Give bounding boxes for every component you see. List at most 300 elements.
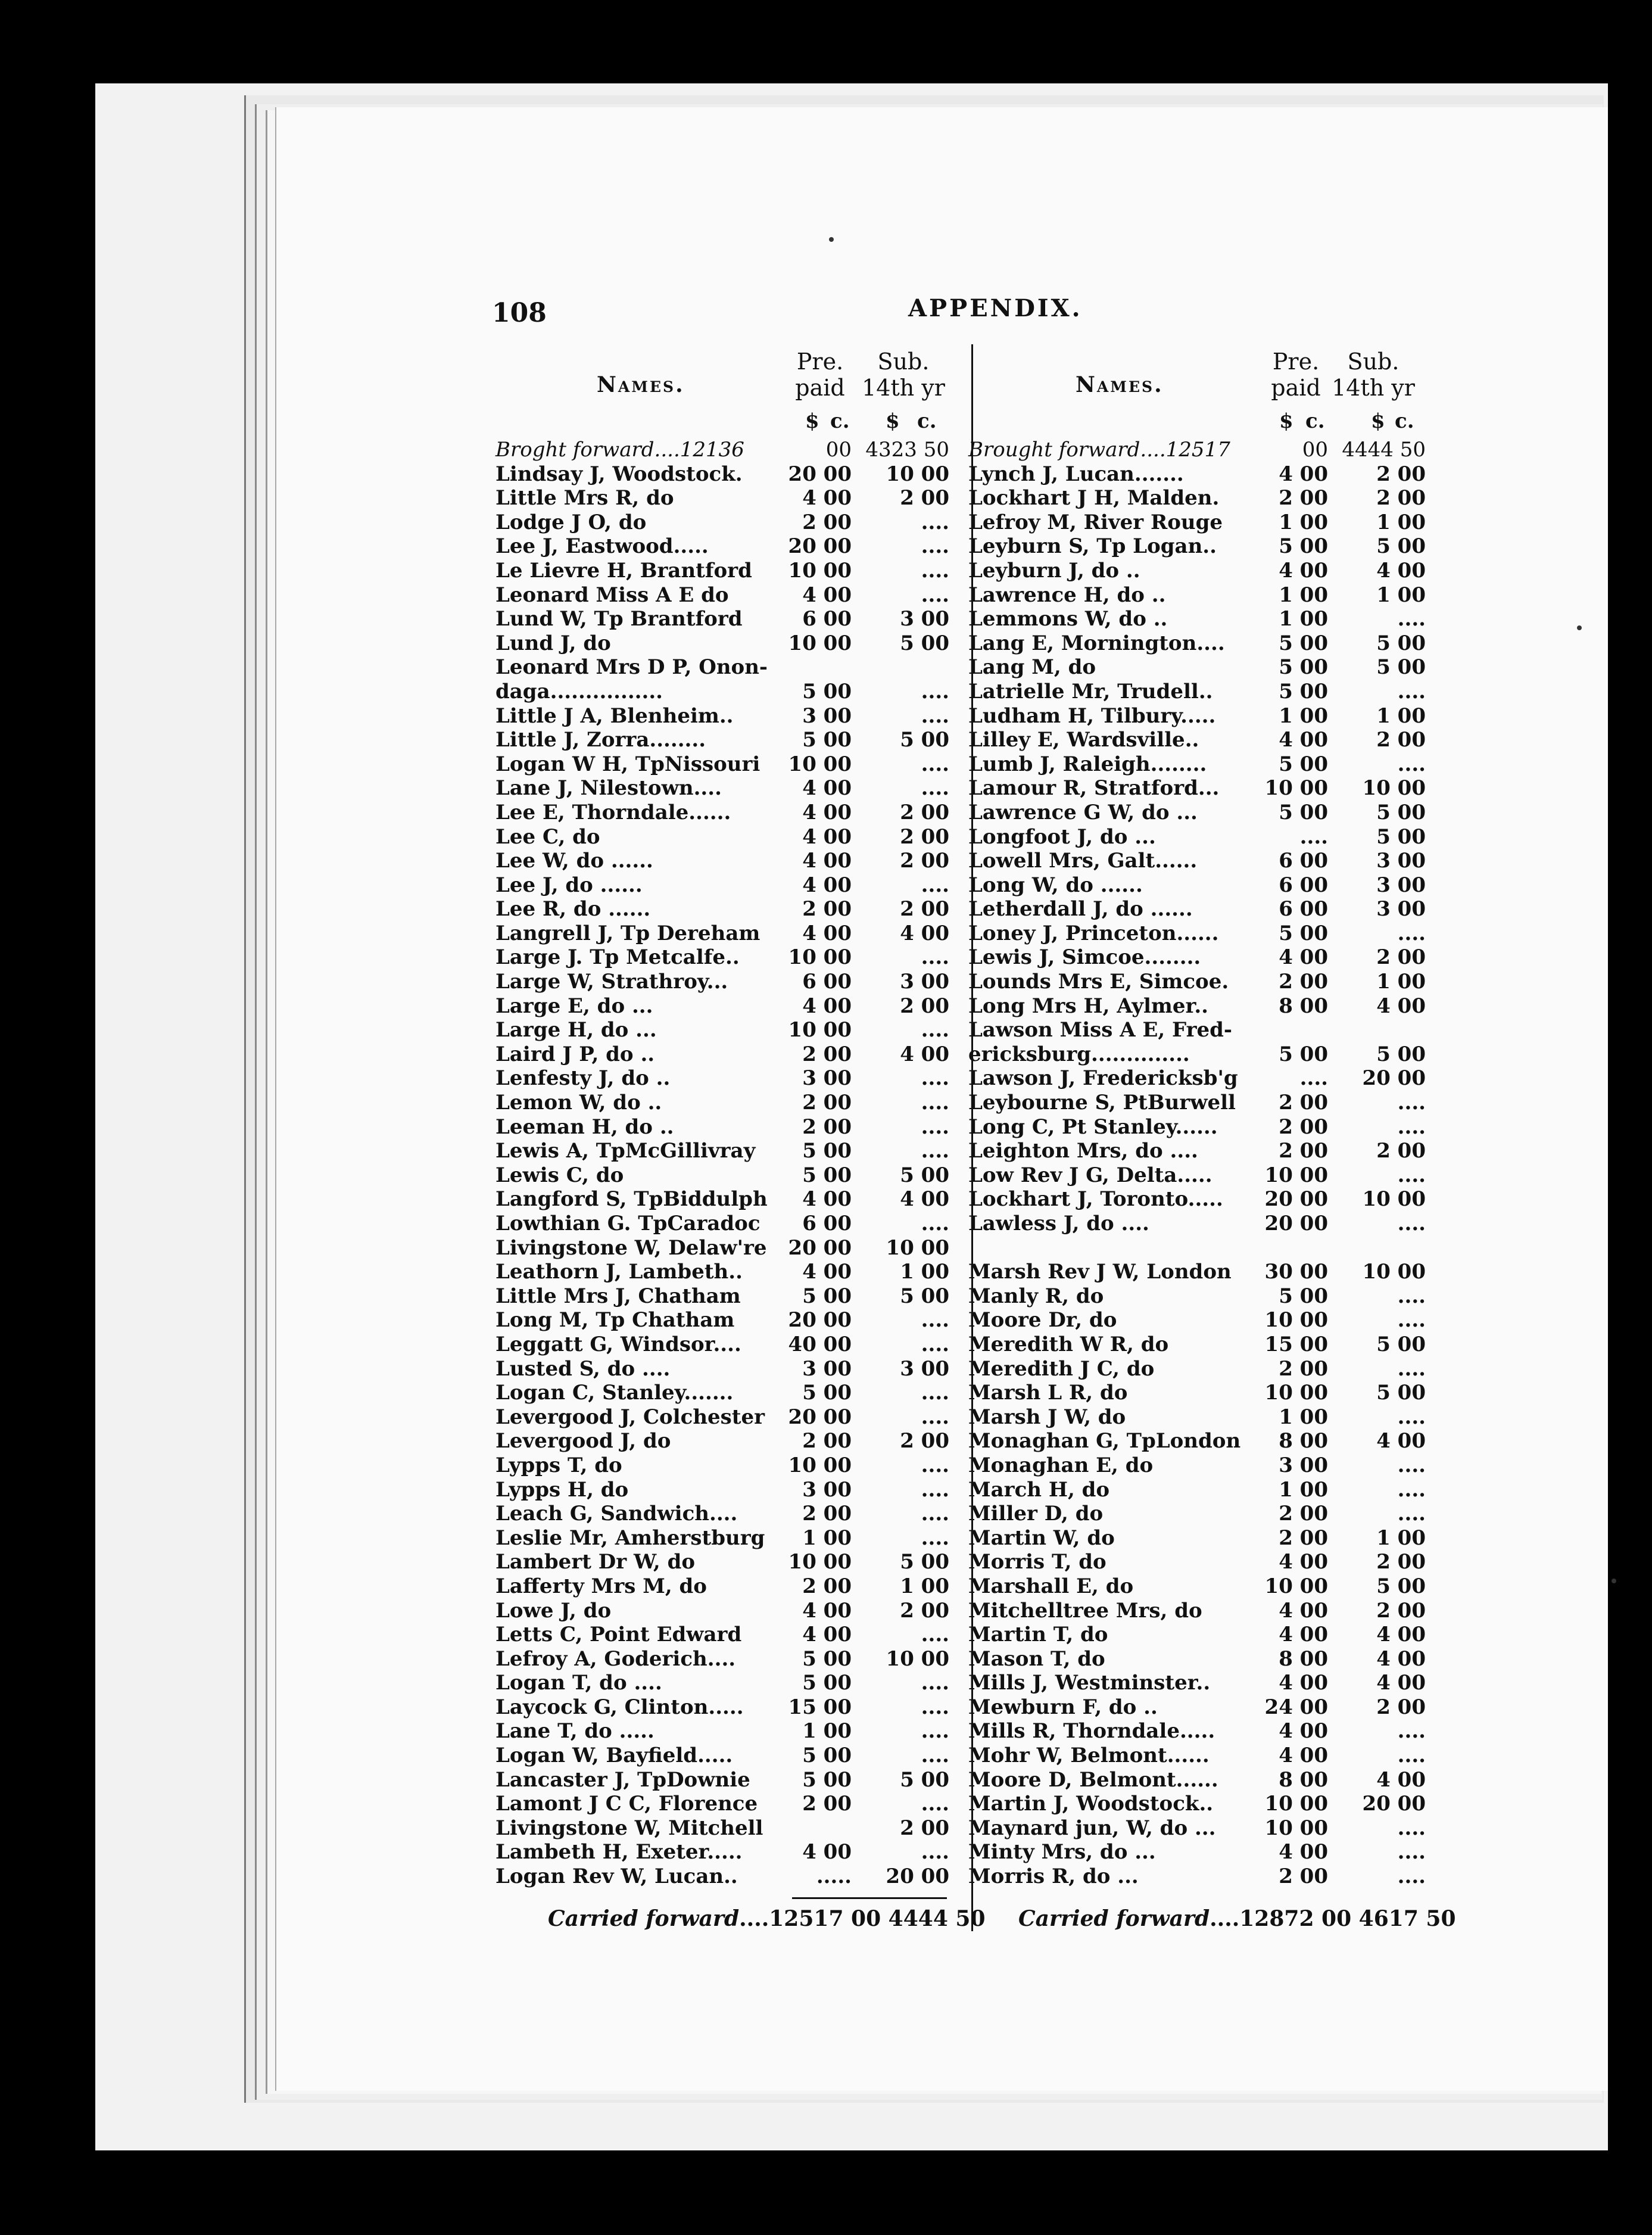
subscriber-name: Mills J, Westminster..: [968, 1671, 1211, 1695]
subscriber-name: Lambeth H, Exeter.....: [495, 1840, 743, 1864]
prepaid-amount: 10 00: [788, 1018, 852, 1042]
table-row: [968, 1453, 1475, 1478]
subscriber-name: Long M, Tp Chatham: [495, 1308, 735, 1333]
subscriber-name: Laird J P, do ..: [495, 1042, 655, 1066]
prepaid-amount: 20 00: [1264, 1212, 1328, 1235]
subscription-amount: ....: [1397, 1816, 1426, 1840]
cents-unit: c.: [917, 409, 937, 433]
subscription-amount: 5 00: [900, 631, 949, 655]
column-header: [968, 348, 1475, 438]
table-row: [968, 1623, 1475, 1647]
subscriber-name: Lynch J, Lucan.......: [968, 462, 1184, 486]
table-row: [968, 1768, 1475, 1792]
prepaid-amount: 4 00: [802, 994, 852, 1018]
subscriber-name: Leeman H, do ..: [495, 1115, 674, 1139]
subscriber-name: Marsh J W, do: [968, 1405, 1126, 1429]
subscriber-name: Maynard jun, W, do ...: [968, 1816, 1216, 1840]
subscriber-name: Broght forward....12136: [495, 438, 744, 462]
table-row: [495, 438, 1002, 462]
subscriber-name: Martin W, do: [968, 1526, 1115, 1550]
subscription-amount: 2 00: [1376, 1139, 1426, 1163]
subscription-amount: 1 00: [1376, 704, 1426, 728]
table-row: [495, 994, 1002, 1019]
subscriber-name: Lawrence G W, do ...: [968, 800, 1198, 824]
table-row: [495, 631, 1002, 656]
subscription-amount: 4444 50: [1342, 438, 1426, 462]
subscriber-name: Mason T, do: [968, 1646, 1105, 1671]
subscriber-name: Mewburn F, do ..: [968, 1695, 1158, 1719]
prepaid-amount: 10 00: [1264, 1308, 1328, 1333]
prepaid-amount: 3 00: [802, 1356, 852, 1381]
subscription-amount: ....: [921, 1719, 949, 1744]
table-row: [968, 1864, 1475, 1889]
table-row: [968, 1695, 1475, 1720]
subscriber-name: Lowthian G. TpCaradoc: [495, 1212, 760, 1235]
prepaid-amount: 6 00: [1279, 873, 1328, 897]
prepaid-amount: 5 00: [1279, 1284, 1328, 1308]
table-row: [968, 1719, 1475, 1744]
table-row: [968, 801, 1475, 825]
subscription-amount: ....: [921, 1381, 949, 1405]
subscriber-name: Lafferty Mrs M, do: [495, 1574, 707, 1598]
table-row: [968, 1526, 1475, 1551]
subscription-amount: ....: [1397, 1864, 1426, 1889]
table-row: [495, 1212, 1002, 1236]
table-row: [968, 922, 1475, 946]
subscriber-name: Leyburn S, Tp Logan..: [968, 534, 1217, 559]
subscriber-name: Lockhart J H, Malden.: [968, 486, 1220, 510]
speck: [829, 237, 834, 242]
prepaid-amount: 5 00: [1279, 752, 1328, 776]
subscriber-name: Manly R, do: [968, 1284, 1104, 1308]
subscription-amount: 5 00: [900, 1284, 949, 1308]
subscription-amount: 20 00: [1362, 1066, 1426, 1091]
subscriber-name: Le Lievre H, Brantford: [495, 558, 752, 583]
prepaid-amount: 10 00: [1264, 1816, 1328, 1840]
table-row: [968, 1163, 1475, 1188]
table-row: [968, 1212, 1475, 1236]
table-row: [968, 994, 1475, 1019]
table-row: [495, 945, 1002, 970]
table-row: [495, 1744, 1002, 1768]
subscription-amount: ....: [1397, 1308, 1426, 1333]
subscription-amount: 2 00: [900, 800, 949, 824]
subscription-amount: 5 00: [900, 728, 949, 752]
table-row: [968, 1139, 1475, 1163]
prepaid-amount: 5 00: [1279, 800, 1328, 824]
subscriber-name: Lenfesty J, do ..: [495, 1066, 671, 1091]
table-row: [495, 1792, 1002, 1816]
subscriber-name: daga................: [495, 679, 663, 704]
prepaid-amount: 4 00: [1279, 1598, 1328, 1623]
subscriber-name: Mills R, Thorndale.....: [968, 1719, 1215, 1744]
table-row: [968, 631, 1475, 656]
subscription-amount: ....: [1397, 607, 1426, 631]
table-row: [968, 728, 1475, 752]
table-row: [968, 1744, 1475, 1768]
table-row: [968, 1599, 1475, 1623]
subscription-amount: 10 00: [1362, 1260, 1426, 1284]
subscriber-name: Lilley E, Wardsville..: [968, 728, 1199, 752]
table-row: [495, 655, 1002, 680]
subscription-amount: 2 00: [1376, 728, 1426, 752]
subscriber-table-right: [968, 438, 1475, 1889]
table-row: [495, 1333, 1002, 1357]
table-row: [495, 1768, 1002, 1792]
subscriber-name: Latrielle Mr, Trudell..: [968, 679, 1213, 704]
prepaid-amount: 3 00: [802, 704, 852, 728]
table-row: [968, 1792, 1475, 1816]
table-row: [495, 922, 1002, 946]
table-row: [495, 486, 1002, 510]
table-row: [495, 1453, 1002, 1478]
subscription-amount: 1 00: [1376, 1526, 1426, 1550]
subscription-amount: 2 00: [1376, 1598, 1426, 1623]
subscription-amount: ....: [921, 1526, 949, 1550]
subscription-amount: 10 00: [1362, 1187, 1426, 1212]
table-row: [495, 1526, 1002, 1551]
subscription-amount: ....: [921, 1115, 949, 1139]
subscriber-name: Lee W, do ......: [495, 849, 653, 873]
table-row: [968, 655, 1475, 680]
subscriber-name: Logan W H, TpNissouri: [495, 752, 760, 776]
subscription-amount: 3 00: [1376, 849, 1426, 873]
subscription-amount: ....: [921, 1139, 949, 1163]
subscription-amount: 5 00: [900, 1767, 949, 1792]
subscription-amount: ....: [921, 534, 949, 559]
subscription-amount: ....: [921, 873, 949, 897]
sub-header: Sub. 14th yr: [862, 348, 945, 401]
table-row: [495, 1478, 1002, 1502]
subscriber-name: Moore D, Belmont......: [968, 1767, 1218, 1792]
subscriber-name: Lowell Mrs, Galt......: [968, 849, 1198, 873]
subscription-amount: ....: [1397, 1356, 1426, 1381]
table-row: [495, 704, 1002, 729]
dollar-unit: $: [1279, 409, 1293, 433]
table-row: [968, 1115, 1475, 1140]
table-row: [968, 462, 1475, 487]
table-row: [968, 1260, 1475, 1284]
speck: [1612, 1579, 1616, 1583]
table-row: [968, 1429, 1475, 1453]
subscription-amount: 10 00: [1362, 776, 1426, 801]
subscriber-name: Leyburn J, do ..: [968, 558, 1140, 583]
table-row: [495, 825, 1002, 849]
prepaid-amount: 2 00: [802, 1091, 852, 1115]
table-row: [495, 1695, 1002, 1720]
subscriber-name: Morris T, do: [968, 1550, 1106, 1574]
subscriber-name: Long W, do ......: [968, 873, 1143, 897]
prepaid-amount: 4 00: [802, 824, 852, 849]
table-row: [968, 945, 1475, 970]
prepaid-amount: 4 00: [802, 849, 852, 873]
subscription-amount: 1 00: [1376, 510, 1426, 534]
subscriber-name: Livingstone W, Delaw're: [495, 1235, 767, 1260]
carried-value: ....12872 00 4617 50: [1210, 1906, 1456, 1931]
subscriber-name: Lang E, Mornington....: [968, 631, 1225, 655]
subscription-amount: ....: [921, 583, 949, 607]
prepaid-amount: 4 00: [802, 921, 852, 945]
table-row: [495, 752, 1002, 777]
table-row: [968, 486, 1475, 510]
table-row: [968, 1187, 1475, 1212]
prepaid-amount: 20 00: [788, 1308, 852, 1333]
subscription-amount: 1 00: [1376, 970, 1426, 994]
subscriber-name: Lancaster J, TpDownie: [495, 1767, 750, 1792]
subscriber-name: Lang M, do: [968, 655, 1096, 680]
subscriber-name: Logan C, Stanley.......: [495, 1381, 734, 1405]
right-column: [968, 348, 1475, 1889]
table-row: [495, 1284, 1002, 1309]
subscriber-name: Loney J, Princeton......: [968, 921, 1219, 945]
subscription-amount: 2 00: [900, 1816, 949, 1840]
subscriber-name: Lypps T, do: [495, 1453, 622, 1477]
subscription-amount: ....: [1397, 679, 1426, 704]
table-row: [968, 1091, 1475, 1115]
subscription-amount: ....: [921, 1018, 949, 1042]
table-row: [495, 1574, 1002, 1599]
prepaid-amount: 4 00: [802, 873, 852, 897]
subscription-amount: 5 00: [900, 1163, 949, 1187]
subscription-amount: ....: [1397, 921, 1426, 945]
subscriber-name: Moore Dr, do: [968, 1308, 1117, 1333]
subscriber-name: Lee J, Eastwood.....: [495, 534, 709, 559]
prepaid-amount: 4 00: [802, 776, 852, 801]
prepaid-amount: 5 00: [1279, 679, 1328, 704]
prepaid-amount: 2 00: [802, 1042, 852, 1066]
subscriber-name: Large J. Tp Metcalfe..: [495, 945, 740, 970]
subscription-amount: 3 00: [1376, 897, 1426, 922]
table-row: [495, 510, 1002, 535]
table-row: [495, 1163, 1002, 1188]
subscriber-name: Little J, Zorra........: [495, 728, 706, 752]
prepaid-amount: 8 00: [1279, 1429, 1328, 1453]
subscription-amount: ....: [1397, 1163, 1426, 1187]
subscriber-name: Mitchelltree Mrs, do: [968, 1598, 1202, 1623]
carried-value: ....12517 00 4444 50: [739, 1906, 986, 1931]
subscriber-name: Lemmons W, do ..: [968, 607, 1168, 631]
table-row: [968, 1357, 1475, 1381]
table-row: [495, 1647, 1002, 1671]
subscriber-name: Monaghan G, TpLondon: [968, 1429, 1241, 1453]
prepaid-amount: 3 00: [802, 1477, 852, 1502]
prepaid-amount: 5 00: [802, 1139, 852, 1163]
subscription-amount: 1 00: [1376, 583, 1426, 607]
prepaid-amount: 6 00: [1279, 897, 1328, 922]
dollar-unit: $: [1371, 409, 1385, 433]
prepaid-amount: 5 00: [802, 679, 852, 704]
subscription-amount: 5 00: [1376, 824, 1426, 849]
prepaid-amount: 4 00: [1279, 1623, 1328, 1647]
table-row: [968, 970, 1475, 994]
subscriber-name: Long C, Pt Stanley......: [968, 1115, 1218, 1139]
table-row: [968, 1671, 1475, 1695]
subscriber-name: Leybourne S, PtBurwell: [968, 1091, 1236, 1115]
prepaid-amount: 1 00: [802, 1719, 852, 1744]
prepaid-amount: 2 00: [1279, 1139, 1328, 1163]
subscription-amount: 4 00: [900, 1187, 949, 1212]
prepaid-amount: 5 00: [802, 1671, 852, 1695]
prepaid-amount: 10 00: [788, 945, 852, 970]
prepaid-amount: 6 00: [1279, 849, 1328, 873]
prepaid-amount: 5 00: [802, 1767, 852, 1792]
subscription-amount: ....: [921, 1477, 949, 1502]
subscriber-name: Leonard Miss A E do: [495, 583, 729, 607]
prepaid-amount: 6 00: [802, 1212, 852, 1235]
table-row: [968, 1284, 1475, 1309]
subscription-amount: 5 00: [1376, 800, 1426, 824]
subscription-amount: 4 00: [900, 921, 949, 945]
subscription-amount: ....: [921, 679, 949, 704]
subscriber-name: Lusted S, do ....: [495, 1356, 671, 1381]
table-row: [495, 897, 1002, 922]
prepaid-amount: ....: [1299, 824, 1328, 849]
subscription-amount: ....: [1397, 1477, 1426, 1502]
prepaid-amount: 4 00: [802, 1598, 852, 1623]
prepaid-amount: 1 00: [1279, 1477, 1328, 1502]
sub-header: Sub. 14th yr: [1332, 348, 1415, 401]
prepaid-header: Pre. paid: [1271, 348, 1321, 401]
subscription-amount: 1 00: [900, 1260, 949, 1284]
prepaid-amount: 2 00: [1279, 1115, 1328, 1139]
scan-border: [1608, 83, 1652, 2150]
table-row: [968, 559, 1475, 583]
subscription-amount: 5 00: [1376, 1381, 1426, 1405]
subscriber-name: Lemon W, do ..: [495, 1091, 662, 1115]
page-title: APPENDIX.: [908, 294, 1083, 322]
subscription-amount: ....: [1397, 1091, 1426, 1115]
table-row: [968, 510, 1475, 535]
subscriber-name: Martin T, do: [968, 1623, 1108, 1647]
table-row: [968, 1236, 1475, 1260]
subscriber-name: Mohr W, Belmont......: [968, 1744, 1210, 1768]
table-row: [495, 728, 1002, 752]
subscription-amount: 4 00: [1376, 558, 1426, 583]
prepaid-amount: 6 00: [802, 970, 852, 994]
subscription-amount: ....: [921, 1212, 949, 1235]
table-row: [495, 1381, 1002, 1405]
table-row: [968, 1308, 1475, 1333]
table-row: [495, 873, 1002, 898]
subscription-amount: 5 00: [1376, 631, 1426, 655]
subscriber-name: Lefroy M, River Rouge: [968, 510, 1223, 534]
subscription-amount: 2 00: [1376, 1695, 1426, 1719]
table-row: [968, 680, 1475, 704]
subscription-amount: ....: [1397, 1284, 1426, 1308]
prepaid-amount: 30 00: [1264, 1260, 1328, 1284]
subscriber-name: Large E, do ...: [495, 994, 653, 1018]
table-row: [968, 1018, 1475, 1042]
table-row: [495, 970, 1002, 994]
subscriber-table-left: [495, 438, 1002, 1889]
dollar-unit: $: [805, 409, 819, 433]
prepaid-amount: 2 00: [1279, 1091, 1328, 1115]
subscriber-name: Monaghan E, do: [968, 1453, 1154, 1477]
table-row: [495, 1864, 1002, 1889]
subscriber-name: Little Mrs J, Chatham: [495, 1284, 741, 1308]
cents-unit: c.: [830, 409, 850, 433]
prepaid-amount: 5 00: [802, 1381, 852, 1405]
subscription-amount: 2 00: [900, 1598, 949, 1623]
subscriber-name: Lounds Mrs E, Simcoe.: [968, 970, 1229, 994]
subscription-amount: ....: [921, 558, 949, 583]
page-number: 108: [492, 298, 547, 328]
subscriber-name: March H, do: [968, 1477, 1110, 1502]
table-row: [968, 1816, 1475, 1841]
prepaid-amount: 5 00: [1279, 1042, 1328, 1066]
subscriber-name: Minty Mrs, do ...: [968, 1840, 1156, 1864]
names-header: Names.: [1076, 372, 1164, 397]
prepaid-amount: 8 00: [1279, 1646, 1328, 1671]
table-row: [495, 1429, 1002, 1453]
prepaid-amount: 2 00: [1279, 970, 1328, 994]
table-row: [968, 1478, 1475, 1502]
prepaid-amount: 4 00: [1279, 1744, 1328, 1768]
carried-label: Carried forward: [548, 1906, 740, 1931]
prepaid-amount: 4 00: [802, 486, 852, 510]
subscription-amount: ....: [921, 1792, 949, 1816]
subscriber-name: Langford S, TpBiddulph: [495, 1187, 768, 1212]
prepaid-amount: 1 00: [802, 1526, 852, 1550]
table-row: [968, 873, 1475, 898]
prepaid-amount: 5 00: [802, 728, 852, 752]
subscription-amount: 5 00: [900, 1550, 949, 1574]
subscriber-name: Lumb J, Raleigh........: [968, 752, 1207, 776]
prepaid-amount: 8 00: [1279, 994, 1328, 1018]
prepaid-amount: 2 00: [802, 510, 852, 534]
prepaid-amount: 20 00: [1264, 1187, 1328, 1212]
subscription-amount: 2 00: [900, 1429, 949, 1453]
subscription-amount: 4323 50: [865, 438, 949, 462]
table-row: [968, 1333, 1475, 1357]
subscriber-name: Lawless J, do ....: [968, 1212, 1149, 1235]
table-row: [968, 704, 1475, 729]
table-row: [968, 607, 1475, 631]
carried-forward-left: [548, 1906, 986, 1931]
table-row: [495, 1502, 1002, 1526]
subscription-amount: ....: [921, 1840, 949, 1864]
subscription-amount: 2 00: [1376, 462, 1426, 486]
prepaid-amount: 2 00: [802, 1574, 852, 1598]
table-row: [495, 801, 1002, 825]
carried-forward-right: [1018, 1906, 1456, 1931]
subscription-amount: ....: [1397, 1502, 1426, 1526]
subscription-amount: ....: [1397, 1840, 1426, 1864]
subscription-amount: 5 00: [1376, 1574, 1426, 1598]
subscription-amount: 3 00: [900, 607, 949, 631]
subscription-amount: 4 00: [1376, 994, 1426, 1018]
subscription-amount: 2 00: [900, 486, 949, 510]
subscriber-name: Lewis A, TpMcGillivray: [495, 1139, 756, 1163]
prepaid-amount: 4 00: [802, 800, 852, 824]
subscription-amount: 10 00: [886, 1646, 949, 1671]
prepaid-amount: 4 00: [802, 1623, 852, 1647]
table-row: [495, 1042, 1002, 1067]
prepaid-amount: 5 00: [1279, 534, 1328, 559]
subscription-amount: ....: [921, 1453, 949, 1477]
prepaid-amount: 15 00: [788, 1695, 852, 1719]
prepaid-amount: 10 00: [1264, 1574, 1328, 1598]
subscriber-name: ericksburg..............: [968, 1042, 1190, 1066]
subscriber-name: Lawson J, Fredericksb'g: [968, 1066, 1238, 1091]
subscriber-name: Little J A, Blenheim..: [495, 704, 734, 728]
prepaid-amount: 20 00: [788, 1405, 852, 1429]
prepaid-amount: 2 00: [802, 897, 852, 922]
prepaid-amount: 1 00: [1279, 510, 1328, 534]
table-row: [968, 776, 1475, 801]
subscriber-name: Large W, Strathroy...: [495, 970, 728, 994]
prepaid-amount: 4 00: [1279, 1671, 1328, 1695]
